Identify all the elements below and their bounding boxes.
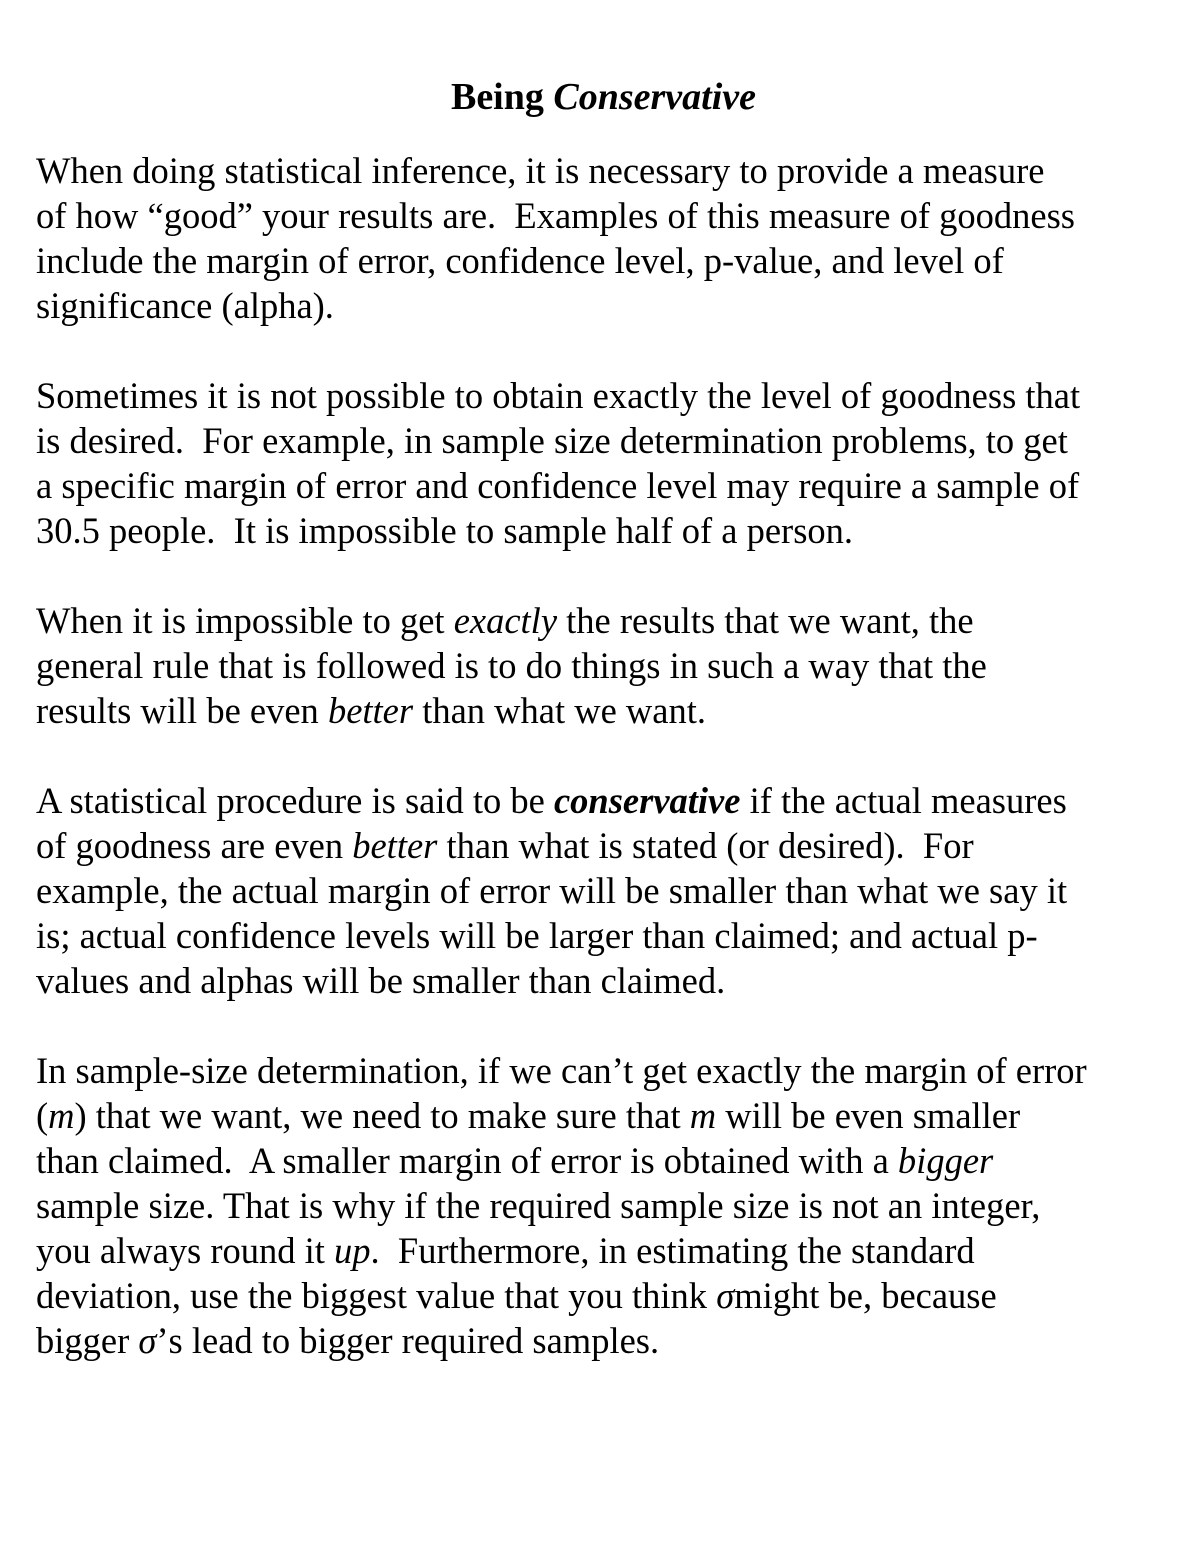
paragraph-1 (36, 148, 1171, 328)
p5-line-2-a: ( (36, 1095, 49, 1136)
p5-line-7 (36, 1318, 1171, 1363)
p1-line-4: significance (alpha). (36, 285, 334, 326)
p5-line-5 (36, 1228, 1171, 1273)
p4-line-2 (36, 823, 1171, 868)
paragraph-5 (36, 1048, 1171, 1363)
p3-line-3 (36, 688, 1171, 733)
p4-line-1-a: A statistical procedure is said to be (36, 780, 554, 821)
p4-line-3: example, the actual margin of error will be smaller than what we say it (36, 870, 1068, 911)
p2-line-1: Sometimes it is not possible to obtain exactly the level of goodness that (36, 375, 1081, 416)
p5-line-7-a: bigger (36, 1320, 139, 1361)
p5-line-5-a: you always round it (36, 1230, 335, 1271)
p5-line-6-c: might be, because (734, 1275, 997, 1316)
p4-line-2-c: than what is stated (or desired). For (437, 825, 974, 866)
paragraph-4 (36, 778, 1171, 1003)
page-title (36, 72, 1171, 122)
p5-line-6-a: deviation, use the biggest value that you think (36, 1275, 717, 1316)
p5-emphasis-up: up (334, 1230, 371, 1271)
p5-line-2 (36, 1093, 1171, 1138)
p3-line-2: general rule that is followed is to do things in such a way that the (36, 645, 987, 686)
p4-emphasis-better: better (352, 825, 438, 866)
p5-line-4: sample size. That is why if the required sample size is not an integer, (36, 1185, 1041, 1226)
p3-line-3-a: results will be even (36, 690, 328, 731)
p4-line-2-a: of goodness are even (36, 825, 353, 866)
p3-emphasis-better: better (327, 690, 414, 731)
p5-line-7-c: ’s lead to bigger required samples. (156, 1320, 660, 1361)
p5-emphasis-bigger: bigger (897, 1140, 994, 1181)
document-page (36, 72, 1171, 1408)
title-plain: Being (450, 76, 544, 118)
p1-line-2: of how “good” your results are. Examples of this measure of goodness (36, 195, 1075, 236)
p4-line-4: is; actual confidence levels will be larger than claimed; and actual p- (36, 915, 1038, 956)
p5-sigma-symbol: σ (716, 1275, 735, 1316)
p5-line-3-a: than claimed. A smaller margin of error is obtained with a (36, 1140, 898, 1181)
p5-variable-m: m (48, 1095, 75, 1136)
p5-line-2-e: will be even smaller (716, 1095, 1021, 1136)
paragraph-2 (36, 373, 1171, 553)
p2-line-2: is desired. For example, in sample size determination problems, to get (36, 420, 1068, 461)
p5-line-2-c: ) that we want, we need to make sure that (74, 1095, 690, 1136)
p4-line-1 (36, 778, 1171, 823)
p1-line-3: include the margin of error, confidence level, p-value, and level of (36, 240, 1004, 281)
p5-line-1: In sample-size determination, if we can’t get exactly the margin of error (36, 1050, 1087, 1091)
p3-emphasis-exactly: exactly (453, 600, 558, 641)
p4-line-1-c: if the actual measures (740, 780, 1067, 821)
p3-line-3-c: than what we want. (413, 690, 707, 731)
p1-line-1: When doing statistical inference, it is necessary to provide a measure (36, 150, 1045, 191)
p3-line-1 (36, 598, 1171, 643)
paragraph-3 (36, 598, 1171, 733)
p3-line-1-a: When it is impossible to get (36, 600, 454, 641)
p4-emphasis-conservative: conservative (553, 780, 741, 821)
p3-line-1-c: the results that we want, the (557, 600, 974, 641)
p2-line-4: 30.5 people. It is impossible to sample half of a person. (36, 510, 854, 551)
p5-line-5-c: . Furthermore, in estimating the standard (370, 1230, 975, 1271)
p5-sigma-symbol-2: σ (138, 1320, 157, 1361)
p2-line-3: a specific margin of error and confidence level may require a sample of (36, 465, 1080, 506)
title-italic: Conservative (553, 76, 757, 118)
p5-variable-m-2: m (689, 1095, 717, 1136)
p5-line-6 (36, 1273, 1171, 1318)
p4-line-5: values and alphas will be smaller than claimed. (36, 960, 726, 1001)
p5-line-3 (36, 1138, 1171, 1183)
